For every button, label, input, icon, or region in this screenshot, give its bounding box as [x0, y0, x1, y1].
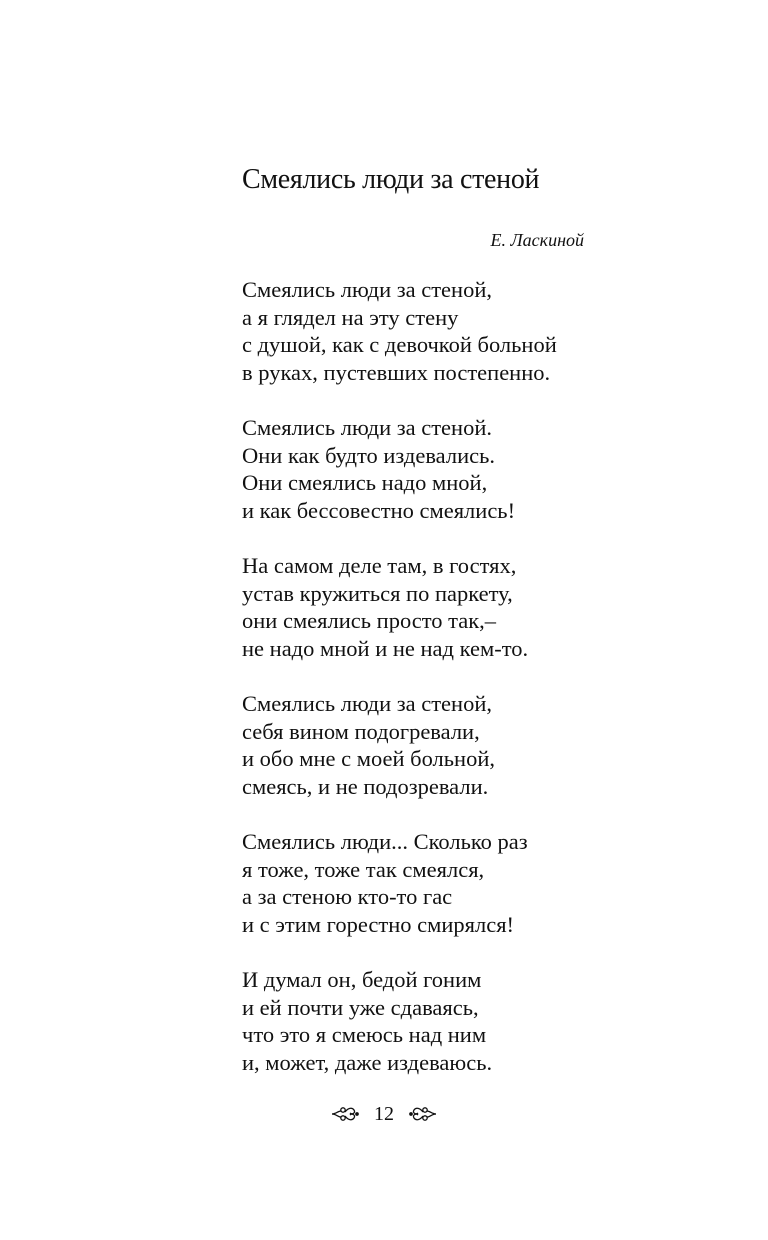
stanza — [242, 552, 662, 662]
poem-title: Смеялись люди за стеной — [242, 164, 540, 195]
poem-line: я тоже, тоже так смеялся, — [242, 856, 485, 882]
stanza — [242, 414, 662, 524]
poem-line: а за стеною кто-то гас — [242, 884, 453, 909]
poem-line: Они как будто издевались. — [242, 442, 495, 468]
poem-line: они смеялись просто так,– — [242, 608, 497, 633]
stanza — [242, 276, 662, 386]
page-number: 12 — [374, 1103, 394, 1125]
poem-line: а я глядел на эту стену — [242, 304, 459, 330]
poem-line: что это я смеюсь над ним — [242, 1022, 487, 1047]
poem-line: и с этим горестно смирялся! — [242, 911, 515, 937]
poem-line: в руках, пустевших постепенно. — [242, 359, 551, 385]
stanza — [242, 690, 662, 800]
poem-line: и как бессовестно смеялись! — [242, 497, 516, 523]
poem-line: Смеялись люди за стеной. — [242, 415, 492, 440]
poem-line: устав кружиться по паркету, — [242, 580, 513, 606]
poem-line: и обо мне с моей больной, — [242, 746, 496, 771]
page-footer — [0, 1100, 768, 1128]
poem-body — [242, 276, 662, 1104]
stanza — [242, 966, 662, 1076]
flourish-ornament-icon — [330, 1103, 360, 1125]
poem-line: Смеялись люди за стеной, — [242, 691, 492, 716]
poem-line: И думал он, бедой гоним — [242, 967, 482, 992]
poem-line: не надо мной и не над кем-то. — [242, 635, 529, 661]
poem-line: На самом деле там, в гостях, — [242, 553, 517, 578]
poem-line: с душой, как с девочкой больной — [242, 332, 557, 357]
stanza — [242, 828, 662, 938]
poem-line: Смеялись люди... Сколько раз — [242, 829, 528, 854]
flourish-ornament-icon — [408, 1103, 438, 1125]
poem-line: себя вином подогревали, — [242, 718, 480, 744]
poem-line: и ей почти уже сдаваясь, — [242, 994, 479, 1020]
poem-dedication: Е. Ласкиной — [490, 230, 584, 250]
poem-line: и, может, даже издеваюсь. — [242, 1049, 493, 1075]
poem-line: смеясь, и не подозревали. — [242, 773, 489, 799]
poem-line: Смеялись люди за стеной, — [242, 277, 492, 302]
poem-line: Они смеялись надо мной, — [242, 470, 488, 495]
